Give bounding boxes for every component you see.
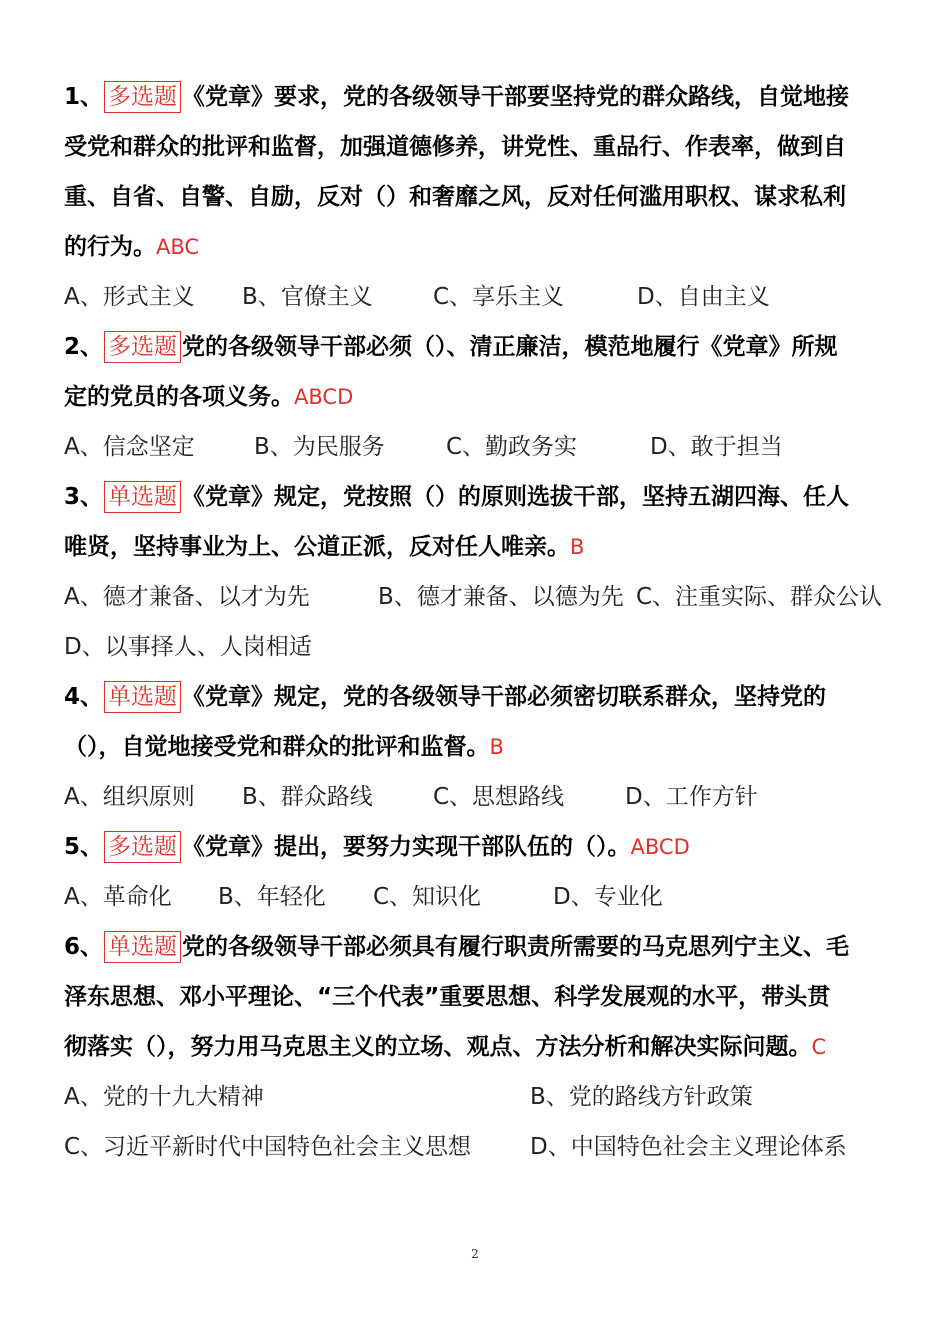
- question-text-line: 《党章》规定，党按照（）的原则选拔干部，坚持五湖四海、任人: [182, 484, 850, 510]
- question-text-line: 的行为。: [64, 234, 156, 260]
- question-list: [64, 72, 896, 1172]
- question-3: [64, 472, 896, 672]
- question-type-tag: 多选题: [104, 331, 181, 363]
- option-d: D、中国特色社会主义理论体系: [530, 1134, 847, 1160]
- answer-key: ABCD: [630, 835, 690, 859]
- option-a: A、党的十九大精神: [64, 1084, 264, 1110]
- option-b: B、群众路线: [242, 784, 373, 810]
- question-number: 3、: [64, 484, 104, 510]
- question-number: 1、: [64, 84, 104, 110]
- option-c: C、思想路线: [433, 784, 565, 810]
- option-a: A、形式主义: [64, 284, 195, 310]
- option-b: B、为民服务: [254, 434, 385, 460]
- question-type-tag: 单选题: [104, 681, 181, 713]
- question-text-line: 党的各级领导干部必须具有履行职责所需要的马克思列宁主义、毛: [182, 934, 850, 960]
- question-5: [64, 822, 896, 922]
- options-row: [64, 422, 896, 472]
- option-b: B、德才兼备、以德为先: [378, 584, 624, 610]
- option-c: C、注重实际、群众公认: [636, 584, 883, 610]
- question-text-line: 重、自省、自警、自励，反对（）和奢靡之风，反对任何滥用职权、谋求私利: [64, 184, 846, 210]
- question-number: 6、: [64, 934, 104, 960]
- option-d: D、专业化: [553, 884, 663, 910]
- question-text-line: 受党和群众的批评和监督，加强道德修养，讲党性、重品行、作表率，做到自: [64, 134, 846, 160]
- question-number: 2、: [64, 334, 104, 360]
- question-type-tag: 多选题: [104, 831, 181, 863]
- question-text-line: 彻落实（），努力用马克思主义的立场、观点、方法分析和解决实际问题。: [64, 1034, 812, 1060]
- question-text-line: 定的党员的各项义务。: [64, 384, 294, 410]
- option-a: A、德才兼备、以才为先: [64, 584, 310, 610]
- question-text-line: 泽东思想、邓小平理论、“三个代表”重要思想、科学发展观的水平，带头贯: [64, 984, 831, 1010]
- question-text-line: 《党章》要求，党的各级领导干部要坚持党的群众路线，自觉地接: [182, 84, 850, 110]
- page-number: 2: [471, 1247, 479, 1261]
- option-c: C、习近平新时代中国特色社会主义思想: [64, 1134, 472, 1160]
- question-number: 4、: [64, 684, 104, 710]
- answer-key: C: [811, 1035, 827, 1059]
- question-text-line: 《党章》规定，党的各级领导干部必须密切联系群众，坚持党的: [182, 684, 827, 710]
- question-4: [64, 672, 896, 822]
- options-row: [64, 872, 896, 922]
- question-6: [64, 922, 896, 1172]
- options-row: [64, 622, 896, 672]
- options-row: [64, 1072, 896, 1122]
- question-type-tag: 单选题: [104, 931, 181, 963]
- question-1: [64, 72, 896, 322]
- question-2: [64, 322, 896, 472]
- options-row: [64, 572, 896, 622]
- option-d: D、以事择人、人岗相适: [64, 634, 312, 660]
- option-d: D、工作方针: [625, 784, 758, 810]
- option-c: C、勤政务实: [446, 434, 578, 460]
- answer-key: ABCD: [294, 385, 354, 409]
- question-number: 5、: [64, 834, 104, 860]
- question-text-line: 唯贤，坚持事业为上、公道正派，反对任人唯亲。: [64, 534, 570, 560]
- answer-key: ABC: [156, 235, 200, 259]
- option-a: A、信念坚定: [64, 434, 195, 460]
- option-c: C、享乐主义: [433, 284, 565, 310]
- option-d: D、敢于担当: [650, 434, 783, 460]
- option-b: B、官僚主义: [242, 284, 373, 310]
- options-row: [64, 772, 896, 822]
- question-text-line: 党的各级领导干部必须（）、清正廉洁，模范地履行《党章》所规: [182, 334, 838, 360]
- answer-key: B: [489, 735, 504, 759]
- answer-key: B: [570, 535, 585, 559]
- option-d: D、自由主义: [637, 284, 770, 310]
- option-a: A、革命化: [64, 884, 172, 910]
- options-row: [64, 272, 896, 322]
- option-a: A、组织原则: [64, 784, 195, 810]
- option-b: B、年轻化: [218, 884, 326, 910]
- question-text-line: （），自觉地接受党和群众的批评和监督。: [64, 734, 490, 760]
- option-b: B、党的路线方针政策: [530, 1084, 753, 1110]
- question-text-line: 《党章》提出，要努力实现干部队伍的（）。: [182, 834, 631, 860]
- option-c: C、知识化: [373, 884, 482, 910]
- question-type-tag: 单选题: [104, 481, 181, 513]
- options-row: [64, 1122, 896, 1172]
- question-type-tag: 多选题: [104, 81, 181, 113]
